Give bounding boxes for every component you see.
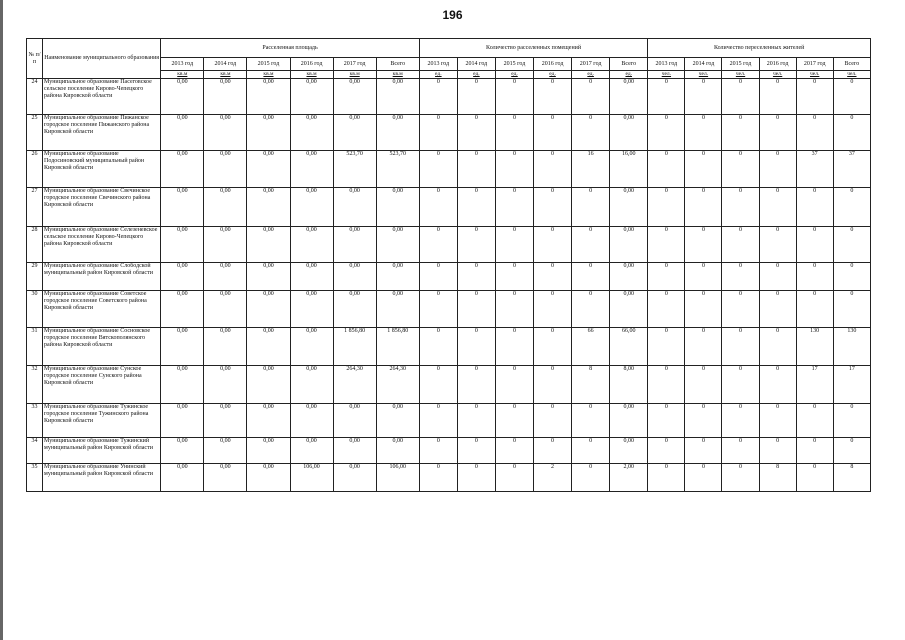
premises-value: 0: [419, 115, 457, 151]
area-value: 0,00: [247, 291, 290, 328]
residents-value: 0: [685, 188, 722, 227]
area-value: 0,00: [290, 404, 333, 438]
table-row: [27, 404, 871, 438]
premises-value: 0: [457, 438, 495, 464]
residents-value: 8: [833, 464, 870, 492]
residents-value: 0: [833, 115, 870, 151]
area-value: 0,00: [247, 263, 290, 291]
premises-value: 0,00: [610, 291, 648, 328]
residents-value: 0: [685, 151, 722, 188]
residents-value: 0: [648, 115, 685, 151]
municipality-name: Муниципальное образование Советское городское поселение Советского района Кировской области: [43, 291, 161, 328]
header-unit-residents: чел.: [648, 71, 685, 79]
premises-value: 0: [457, 227, 495, 263]
residents-value: 0: [685, 404, 722, 438]
header-unit-residents: чел.: [685, 71, 722, 79]
area-value: 0,00: [204, 464, 247, 492]
premises-value: 0: [457, 404, 495, 438]
premises-value: 0: [572, 291, 610, 328]
row-number: 34: [27, 438, 43, 464]
header-unit-area: кв.м: [247, 71, 290, 79]
premises-value: 0: [495, 464, 533, 492]
area-value: 0,00: [247, 404, 290, 438]
premises-value: 0: [457, 291, 495, 328]
area-value: 0,00: [247, 188, 290, 227]
premises-value: 8: [572, 366, 610, 404]
premises-value: 16: [572, 151, 610, 188]
premises-value: 0,00: [610, 263, 648, 291]
area-value: 0,00: [161, 263, 204, 291]
premises-value: 0: [495, 291, 533, 328]
premises-value: 66: [572, 328, 610, 366]
residents-value: 0: [759, 366, 796, 404]
premises-value: 0: [457, 151, 495, 188]
area-value: 0,00: [333, 115, 376, 151]
area-value: 0,00: [290, 79, 333, 115]
area-value: 0,00: [290, 115, 333, 151]
area-value: 0,00: [333, 438, 376, 464]
header-year-residents: 2017 год: [796, 58, 833, 71]
premises-value: 0: [419, 438, 457, 464]
header-area-group: Расселенная площадь: [161, 39, 420, 58]
premises-value: 0: [495, 115, 533, 151]
area-value: 0,00: [376, 115, 419, 151]
municipality-name: Муниципальное образование Сосновское городское поселение Вятскополянского района Кировской области: [43, 328, 161, 366]
area-value: 0,00: [333, 404, 376, 438]
residents-value: 0: [833, 438, 870, 464]
premises-value: 0: [419, 79, 457, 115]
header-year-premises: Всего: [610, 58, 648, 71]
municipality-name: Муниципальное образование Селезеневское сельское поселение Кирово-Чепецкого района Кировской области: [43, 227, 161, 263]
area-value: 0,00: [376, 263, 419, 291]
premises-value: 0: [572, 79, 610, 115]
header-year-premises: 2016 год: [534, 58, 572, 71]
row-number: 26: [27, 151, 43, 188]
area-value: 0,00: [376, 79, 419, 115]
residents-value: 0: [722, 291, 759, 328]
premises-value: 0: [457, 328, 495, 366]
residents-value: 0: [796, 438, 833, 464]
residents-value: 0: [722, 328, 759, 366]
premises-value: 0: [419, 151, 457, 188]
premises-value: 0: [534, 188, 572, 227]
page-number: 196: [442, 8, 463, 22]
premises-value: 0: [495, 404, 533, 438]
area-value: 0,00: [247, 79, 290, 115]
residents-value: 0: [722, 438, 759, 464]
premises-value: 0: [419, 291, 457, 328]
table-row: [27, 263, 871, 291]
residents-value: 0: [648, 291, 685, 328]
residents-value: 0: [759, 263, 796, 291]
header-residents-group: Количество переселенных жителей: [648, 39, 871, 58]
premises-value: 0: [572, 438, 610, 464]
header-year-premises: 2017 год: [572, 58, 610, 71]
header-year-residents: 2015 год: [722, 58, 759, 71]
residents-value: 0: [759, 328, 796, 366]
premises-value: 0: [495, 151, 533, 188]
area-value: 0,00: [247, 464, 290, 492]
table-row: [27, 151, 871, 188]
residents-value: 0: [685, 464, 722, 492]
area-value: 0,00: [204, 79, 247, 115]
residents-value: 0: [833, 188, 870, 227]
row-number: 31: [27, 328, 43, 366]
row-number: 24: [27, 79, 43, 115]
premises-value: 0: [572, 188, 610, 227]
area-value: 0,00: [161, 188, 204, 227]
area-value: 0,00: [247, 115, 290, 151]
premises-value: 0: [572, 263, 610, 291]
premises-value: 0: [419, 188, 457, 227]
premises-value: 0: [572, 115, 610, 151]
area-value: 106,00: [290, 464, 333, 492]
area-value: 0,00: [333, 79, 376, 115]
area-value: 0,00: [290, 438, 333, 464]
residents-value: 0: [648, 328, 685, 366]
header-unit-residents: чел.: [722, 71, 759, 79]
premises-value: 0: [495, 188, 533, 227]
premises-value: 0: [457, 263, 495, 291]
municipality-name: Муниципальное образование Пасеговское сельское поселение Кирово-Чепецкого района Кировской области: [43, 79, 161, 115]
residents-value: 0: [685, 291, 722, 328]
premises-value: 0: [534, 291, 572, 328]
area-value: 0,00: [204, 291, 247, 328]
residents-value: 0: [833, 227, 870, 263]
area-value: 0,00: [204, 438, 247, 464]
residents-value: 0: [685, 227, 722, 263]
residents-value: 0: [796, 115, 833, 151]
area-value: 0,00: [376, 188, 419, 227]
premises-value: 0: [419, 328, 457, 366]
premises-value: 0: [457, 188, 495, 227]
header-unit-residents: чел.: [759, 71, 796, 79]
premises-value: 0: [572, 227, 610, 263]
header-unit-area: кв.м: [290, 71, 333, 79]
area-value: 1 856,80: [376, 328, 419, 366]
residents-value: 0: [759, 115, 796, 151]
premises-value: 0: [419, 227, 457, 263]
residents-value: 0: [833, 263, 870, 291]
residents-value: 0: [759, 188, 796, 227]
premises-value: 0: [495, 227, 533, 263]
residents-value: 37: [796, 151, 833, 188]
area-value: 106,00: [376, 464, 419, 492]
header-year-residents: 2013 год: [648, 58, 685, 71]
residents-value: 0: [796, 464, 833, 492]
area-value: 0,00: [161, 227, 204, 263]
table-row: [27, 464, 871, 492]
premises-value: 0: [534, 366, 572, 404]
row-number: 27: [27, 188, 43, 227]
residents-value: 0: [685, 115, 722, 151]
area-value: 0,00: [290, 328, 333, 366]
row-number: 29: [27, 263, 43, 291]
premises-value: 0: [457, 366, 495, 404]
area-value: 0,00: [161, 464, 204, 492]
residents-value: 130: [833, 328, 870, 366]
table-row: [27, 188, 871, 227]
residents-value: 0: [759, 227, 796, 263]
municipality-name: Муниципальное образование Тужинский муниципальный район Кировской области: [43, 438, 161, 464]
area-value: 0,00: [247, 366, 290, 404]
area-value: 264,30: [333, 366, 376, 404]
premises-value: 0: [534, 263, 572, 291]
header-name: Наименование муниципального образования: [43, 39, 161, 79]
residents-value: 37: [833, 151, 870, 188]
residents-value: 0: [685, 263, 722, 291]
area-value: 0,00: [161, 79, 204, 115]
premises-value: 0: [419, 366, 457, 404]
premises-value: 0: [534, 227, 572, 263]
premises-value: 2,00: [610, 464, 648, 492]
header-unit-residents: чел.: [796, 71, 833, 79]
residents-value: 0: [722, 366, 759, 404]
premises-value: 0: [534, 115, 572, 151]
header-unit-premises: ед.: [572, 71, 610, 79]
residents-value: 17: [796, 366, 833, 404]
residents-value: 0: [722, 79, 759, 115]
premises-value: 0: [572, 404, 610, 438]
premises-value: 0: [534, 404, 572, 438]
residents-value: 0: [648, 79, 685, 115]
premises-value: 0,00: [610, 404, 648, 438]
header-year-area: 2013 год: [161, 58, 204, 71]
table-row: [27, 227, 871, 263]
header-unit-area: кв.м: [161, 71, 204, 79]
area-value: 0,00: [204, 115, 247, 151]
residents-value: 0: [648, 438, 685, 464]
header-unit-premises: ед.: [457, 71, 495, 79]
premises-value: 0: [534, 438, 572, 464]
premises-value: 0: [495, 366, 533, 404]
header-unit-area: кв.м: [376, 71, 419, 79]
row-number: 25: [27, 115, 43, 151]
header-year-area: 2016 год: [290, 58, 333, 71]
area-value: 0,00: [290, 291, 333, 328]
area-value: 0,00: [204, 151, 247, 188]
municipality-name: Муниципальное образование Подосиновский муниципальный район Кировской области: [43, 151, 161, 188]
residents-value: 0: [685, 366, 722, 404]
header-year-area: 2017 год: [333, 58, 376, 71]
premises-value: 0: [534, 79, 572, 115]
header-num: № п/п: [27, 39, 43, 79]
area-value: 0,00: [247, 151, 290, 188]
residents-value: 0: [685, 438, 722, 464]
area-value: 0,00: [290, 366, 333, 404]
residents-value: 0: [722, 188, 759, 227]
area-value: 0,00: [204, 227, 247, 263]
table-row: [27, 291, 871, 328]
area-value: 0,00: [161, 438, 204, 464]
residents-value: 0: [722, 227, 759, 263]
header-year-area: 2014 год: [204, 58, 247, 71]
residents-value: 0: [648, 404, 685, 438]
area-value: 0,00: [333, 263, 376, 291]
area-value: 0,00: [161, 291, 204, 328]
area-value: 0,00: [204, 188, 247, 227]
premises-value: 0,00: [610, 438, 648, 464]
area-value: 0,00: [333, 188, 376, 227]
row-number: 30: [27, 291, 43, 328]
row-number: 35: [27, 464, 43, 492]
header-year-area: 2015 год: [247, 58, 290, 71]
header-year-premises: 2014 год: [457, 58, 495, 71]
municipality-name: Муниципальное образование Свечинское городское поселение Свечинского района Кировской области: [43, 188, 161, 227]
residents-value: 0: [759, 151, 796, 188]
municipality-name: Муниципальное образование Сунское городское поселение Сунского района Кировской области: [43, 366, 161, 404]
table-row: [27, 366, 871, 404]
residents-value: 0: [648, 151, 685, 188]
residents-value: 0: [796, 227, 833, 263]
premises-value: 0: [495, 328, 533, 366]
row-number: 33: [27, 404, 43, 438]
residents-value: 0: [722, 404, 759, 438]
area-value: 0,00: [161, 404, 204, 438]
residents-value: 0: [648, 188, 685, 227]
area-value: 0,00: [376, 291, 419, 328]
premises-value: 0: [419, 263, 457, 291]
area-value: 0,00: [204, 366, 247, 404]
premises-value: 16,00: [610, 151, 648, 188]
row-number: 28: [27, 227, 43, 263]
premises-value: 0: [495, 438, 533, 464]
residents-value: 0: [796, 263, 833, 291]
area-value: 1 856,80: [333, 328, 376, 366]
area-value: 0,00: [161, 115, 204, 151]
table-row: [27, 79, 871, 115]
residents-value: 0: [759, 79, 796, 115]
municipality-name: Муниципальное образование Пижанское городское поселение Пижанского района Кировской области: [43, 115, 161, 151]
page-edge: [0, 0, 3, 640]
municipality-name: Муниципальное образование Тужинское городское поселение Тужинского района Кировской области: [43, 404, 161, 438]
header-year-area: Всего: [376, 58, 419, 71]
residents-value: 0: [833, 404, 870, 438]
area-value: 0,00: [376, 404, 419, 438]
area-value: 0,00: [333, 291, 376, 328]
table-row: [27, 328, 871, 366]
header-year-residents: 2014 год: [685, 58, 722, 71]
residents-value: 0: [685, 79, 722, 115]
area-value: 0,00: [247, 328, 290, 366]
area-value: 0,00: [247, 438, 290, 464]
municipality-name: Муниципальное образование Унинский муниципальный район Кировской области: [43, 464, 161, 492]
residents-value: 0: [648, 227, 685, 263]
premises-value: 0: [457, 464, 495, 492]
area-value: 0,00: [204, 404, 247, 438]
header-unit-residents: чел.: [833, 71, 870, 79]
residents-value: 0: [796, 79, 833, 115]
residents-value: 0: [722, 115, 759, 151]
premises-value: 0: [419, 464, 457, 492]
premises-value: 0: [572, 464, 610, 492]
residents-value: 8: [759, 464, 796, 492]
header-unit-premises: ед.: [534, 71, 572, 79]
area-value: 0,00: [376, 227, 419, 263]
premises-value: 8,00: [610, 366, 648, 404]
area-value: 0,00: [247, 227, 290, 263]
residents-value: 0: [722, 464, 759, 492]
premises-value: 0: [495, 263, 533, 291]
residents-value: 0: [648, 366, 685, 404]
table-row: [27, 115, 871, 151]
premises-value: 0: [419, 404, 457, 438]
residents-value: 0: [796, 291, 833, 328]
residents-value: 0: [648, 464, 685, 492]
area-value: 0,00: [376, 438, 419, 464]
header-year-premises: 2013 год: [419, 58, 457, 71]
area-value: 0,00: [161, 328, 204, 366]
municipality-name: Муниципальное образование Слободской муниципальный район Кировской области: [43, 263, 161, 291]
residents-value: 0: [722, 263, 759, 291]
premises-value: 0: [534, 328, 572, 366]
area-value: 0,00: [333, 227, 376, 263]
header-unit-premises: ед.: [610, 71, 648, 79]
premises-value: 0,00: [610, 227, 648, 263]
residents-value: 0: [759, 291, 796, 328]
header-unit-area: кв.м: [333, 71, 376, 79]
residents-value: 0: [759, 438, 796, 464]
residents-value: 0: [796, 188, 833, 227]
area-value: 0,00: [290, 227, 333, 263]
header-unit-premises: ед.: [495, 71, 533, 79]
premises-value: 0,00: [610, 115, 648, 151]
header-year-premises: 2015 год: [495, 58, 533, 71]
premises-value: 0: [534, 151, 572, 188]
premises-value: 0: [457, 115, 495, 151]
area-value: 0,00: [333, 464, 376, 492]
premises-value: 2: [534, 464, 572, 492]
residents-value: 0: [759, 404, 796, 438]
row-number: 32: [27, 366, 43, 404]
header-unit-area: кв.м: [204, 71, 247, 79]
residents-value: 0: [648, 263, 685, 291]
residents-value: 0: [796, 404, 833, 438]
area-value: 0,00: [161, 151, 204, 188]
header-premises-group: Количество расселенных помещений: [419, 39, 648, 58]
premises-value: 66,00: [610, 328, 648, 366]
premises-value: 0,00: [610, 79, 648, 115]
residents-value: 130: [796, 328, 833, 366]
residents-value: 0: [722, 151, 759, 188]
header-unit-premises: ед.: [419, 71, 457, 79]
premises-value: 0: [495, 79, 533, 115]
area-value: 0,00: [204, 263, 247, 291]
residents-value: 0: [833, 79, 870, 115]
area-value: 523,70: [333, 151, 376, 188]
area-value: 0,00: [290, 151, 333, 188]
area-value: 523,70: [376, 151, 419, 188]
premises-value: 0: [457, 79, 495, 115]
residents-value: 0: [833, 291, 870, 328]
resettlement-table: [26, 38, 871, 492]
area-value: 0,00: [290, 263, 333, 291]
header-year-residents: Всего: [833, 58, 870, 71]
header-year-residents: 2016 год: [759, 58, 796, 71]
area-value: 264,30: [376, 366, 419, 404]
area-value: 0,00: [161, 366, 204, 404]
residents-value: 0: [685, 328, 722, 366]
area-value: 0,00: [204, 328, 247, 366]
area-value: 0,00: [290, 188, 333, 227]
residents-value: 17: [833, 366, 870, 404]
premises-value: 0,00: [610, 188, 648, 227]
table-row: [27, 438, 871, 464]
